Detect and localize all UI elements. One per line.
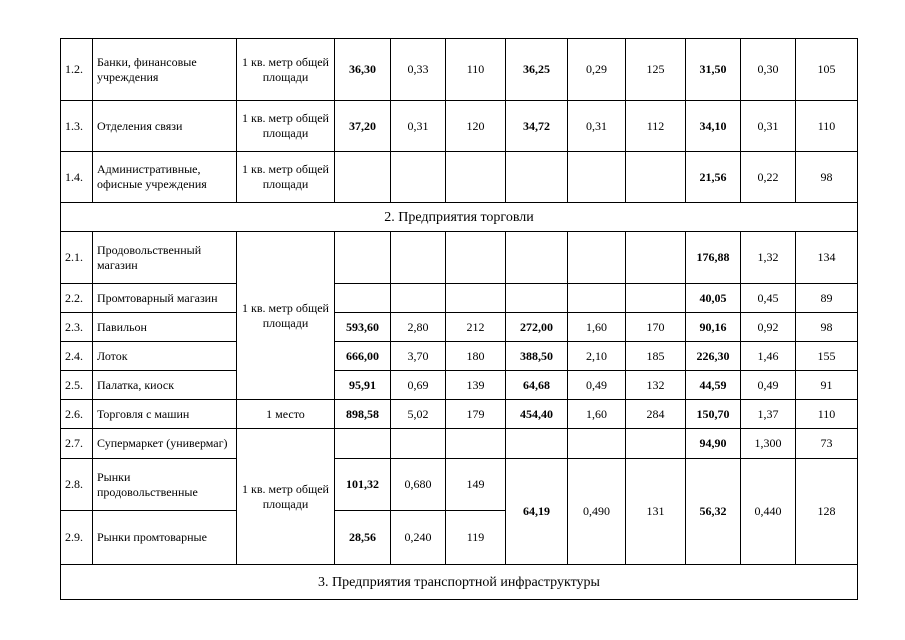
value-cell: 119 [446, 511, 506, 565]
value-cell: 1,46 [741, 342, 796, 371]
value-cell: 0,680 [391, 459, 446, 511]
row-unit: 1 место [237, 400, 335, 429]
value-cell: 0,240 [391, 511, 446, 565]
row-number: 2.6. [61, 400, 93, 429]
row-number: 2.2. [61, 284, 93, 313]
value-cell: 44,59 [686, 371, 741, 400]
value-cell: 36,30 [335, 39, 391, 101]
row-name: Отделения связи [93, 101, 237, 152]
value-cell: 0,30 [741, 39, 796, 101]
unit-label: 1 кв. метр общей площади [242, 300, 329, 330]
value-cell [335, 284, 391, 313]
table-row [61, 232, 858, 284]
value-cell: 98 [796, 152, 858, 203]
value-cell: 36,25 [506, 39, 568, 101]
value-cell: 666,00 [335, 342, 391, 371]
value-cell [568, 152, 626, 203]
row-unit: 1 кв. метр общей площади [237, 152, 335, 203]
row-unit: 1 кв. метр общей площади [237, 39, 335, 101]
value-cell: 3,70 [391, 342, 446, 371]
table-row [61, 313, 858, 342]
value-cell: 110 [446, 39, 506, 101]
value-cell: 0,92 [741, 313, 796, 342]
value-cell: 21,56 [686, 152, 741, 203]
value-cell: 0,31 [741, 101, 796, 152]
value-cell: 64,68 [506, 371, 568, 400]
value-cell: 454,40 [506, 400, 568, 429]
row-name: Супермаркет (универмаг) [93, 429, 237, 459]
value-cell: 131 [626, 459, 686, 565]
unit-label: 1 кв. метр общей площади [242, 481, 329, 511]
value-cell: 95,91 [335, 371, 391, 400]
value-cell: 272,00 [506, 313, 568, 342]
value-cell: 132 [626, 371, 686, 400]
value-cell [335, 152, 391, 203]
value-cell: 0,69 [391, 371, 446, 400]
value-cell: 94,90 [686, 429, 741, 459]
value-cell: 170 [626, 313, 686, 342]
value-cell: 226,30 [686, 342, 741, 371]
value-cell [506, 284, 568, 313]
value-cell: 0,45 [741, 284, 796, 313]
table-row [61, 400, 858, 429]
value-cell: 139 [446, 371, 506, 400]
value-cell: 185 [626, 342, 686, 371]
value-cell: 284 [626, 400, 686, 429]
row-number: 2.8. [61, 459, 93, 511]
value-cell [391, 152, 446, 203]
value-cell [391, 284, 446, 313]
value-cell [506, 152, 568, 203]
value-cell: 1,300 [741, 429, 796, 459]
value-cell: 64,19 [506, 459, 568, 565]
row-number: 2.5. [61, 371, 93, 400]
value-cell [335, 429, 391, 459]
value-cell: 1,32 [741, 232, 796, 284]
value-cell: 0,440 [741, 459, 796, 565]
value-cell [626, 429, 686, 459]
value-cell: 105 [796, 39, 858, 101]
value-cell: 112 [626, 101, 686, 152]
table-row [61, 284, 858, 313]
value-cell [335, 232, 391, 284]
value-cell: 34,72 [506, 101, 568, 152]
row-name: Палатка, киоск [93, 371, 237, 400]
row-number: 2.7. [61, 429, 93, 459]
value-cell: 0,490 [568, 459, 626, 565]
value-cell: 898,58 [335, 400, 391, 429]
row-number: 2.4. [61, 342, 93, 371]
value-cell: 2,80 [391, 313, 446, 342]
row-number: 1.3. [61, 101, 93, 152]
value-cell: 155 [796, 342, 858, 371]
value-cell: 1,60 [568, 400, 626, 429]
row-name: Лоток [93, 342, 237, 371]
value-cell: 89 [796, 284, 858, 313]
row-name: Рынки продовольственные [93, 459, 237, 511]
value-cell: 0,31 [568, 101, 626, 152]
value-cell: 0,49 [568, 371, 626, 400]
value-cell: 98 [796, 313, 858, 342]
value-cell: 0,33 [391, 39, 446, 101]
value-cell [446, 429, 506, 459]
value-cell: 0,29 [568, 39, 626, 101]
row-name: Банки, финансовые учреждения [93, 39, 237, 101]
row-name: Промтоварный магазин [93, 284, 237, 313]
section-row [61, 203, 858, 232]
table-row [61, 459, 858, 511]
value-cell: 5,02 [391, 400, 446, 429]
value-cell: 120 [446, 101, 506, 152]
value-cell: 0,49 [741, 371, 796, 400]
value-cell [506, 232, 568, 284]
row-name: Торговля с машин [93, 400, 237, 429]
table-row [61, 152, 858, 203]
row-number: 1.2. [61, 39, 93, 101]
row-name: Павильон [93, 313, 237, 342]
table-row [61, 429, 858, 459]
tariff-table [60, 38, 858, 600]
row-number: 2.9. [61, 511, 93, 565]
row-unit [237, 232, 335, 400]
value-cell [626, 152, 686, 203]
value-cell: 176,88 [686, 232, 741, 284]
value-cell: 2,10 [568, 342, 626, 371]
value-cell: 110 [796, 101, 858, 152]
value-cell: 1,60 [568, 313, 626, 342]
value-cell [446, 152, 506, 203]
row-name: Рынки промтоварные [93, 511, 237, 565]
value-cell: 90,16 [686, 313, 741, 342]
table-row [61, 101, 858, 152]
value-cell: 73 [796, 429, 858, 459]
row-unit [237, 429, 335, 565]
value-cell: 150,70 [686, 400, 741, 429]
value-cell [506, 429, 568, 459]
value-cell: 31,50 [686, 39, 741, 101]
row-unit: 1 кв. метр общей площади [237, 101, 335, 152]
value-cell: 128 [796, 459, 858, 565]
value-cell: 1,37 [741, 400, 796, 429]
row-number: 2.1. [61, 232, 93, 284]
value-cell: 110 [796, 400, 858, 429]
value-cell: 593,60 [335, 313, 391, 342]
section-title: 3. Предприятия транспортной инфраструктуры [61, 565, 858, 600]
row-number: 1.4. [61, 152, 93, 203]
value-cell [626, 284, 686, 313]
value-cell [391, 429, 446, 459]
value-cell: 212 [446, 313, 506, 342]
value-cell [626, 232, 686, 284]
section-title: 2. Предприятия торговли [61, 203, 858, 232]
table-row [61, 342, 858, 371]
section-row [61, 565, 858, 600]
value-cell: 34,10 [686, 101, 741, 152]
value-cell: 91 [796, 371, 858, 400]
value-cell [446, 284, 506, 313]
table-row [61, 39, 858, 101]
value-cell [568, 232, 626, 284]
value-cell: 37,20 [335, 101, 391, 152]
row-name: Административные, офисные учреждения [93, 152, 237, 203]
value-cell [391, 232, 446, 284]
value-cell: 0,22 [741, 152, 796, 203]
value-cell: 134 [796, 232, 858, 284]
value-cell [568, 429, 626, 459]
value-cell: 40,05 [686, 284, 741, 313]
row-number: 2.3. [61, 313, 93, 342]
value-cell: 125 [626, 39, 686, 101]
value-cell: 101,32 [335, 459, 391, 511]
value-cell: 56,32 [686, 459, 741, 565]
row-name: Продовольственный магазин [93, 232, 237, 284]
value-cell [446, 232, 506, 284]
value-cell [568, 284, 626, 313]
value-cell: 179 [446, 400, 506, 429]
value-cell: 180 [446, 342, 506, 371]
value-cell: 28,56 [335, 511, 391, 565]
value-cell: 0,31 [391, 101, 446, 152]
table-row [61, 371, 858, 400]
value-cell: 149 [446, 459, 506, 511]
value-cell: 388,50 [506, 342, 568, 371]
